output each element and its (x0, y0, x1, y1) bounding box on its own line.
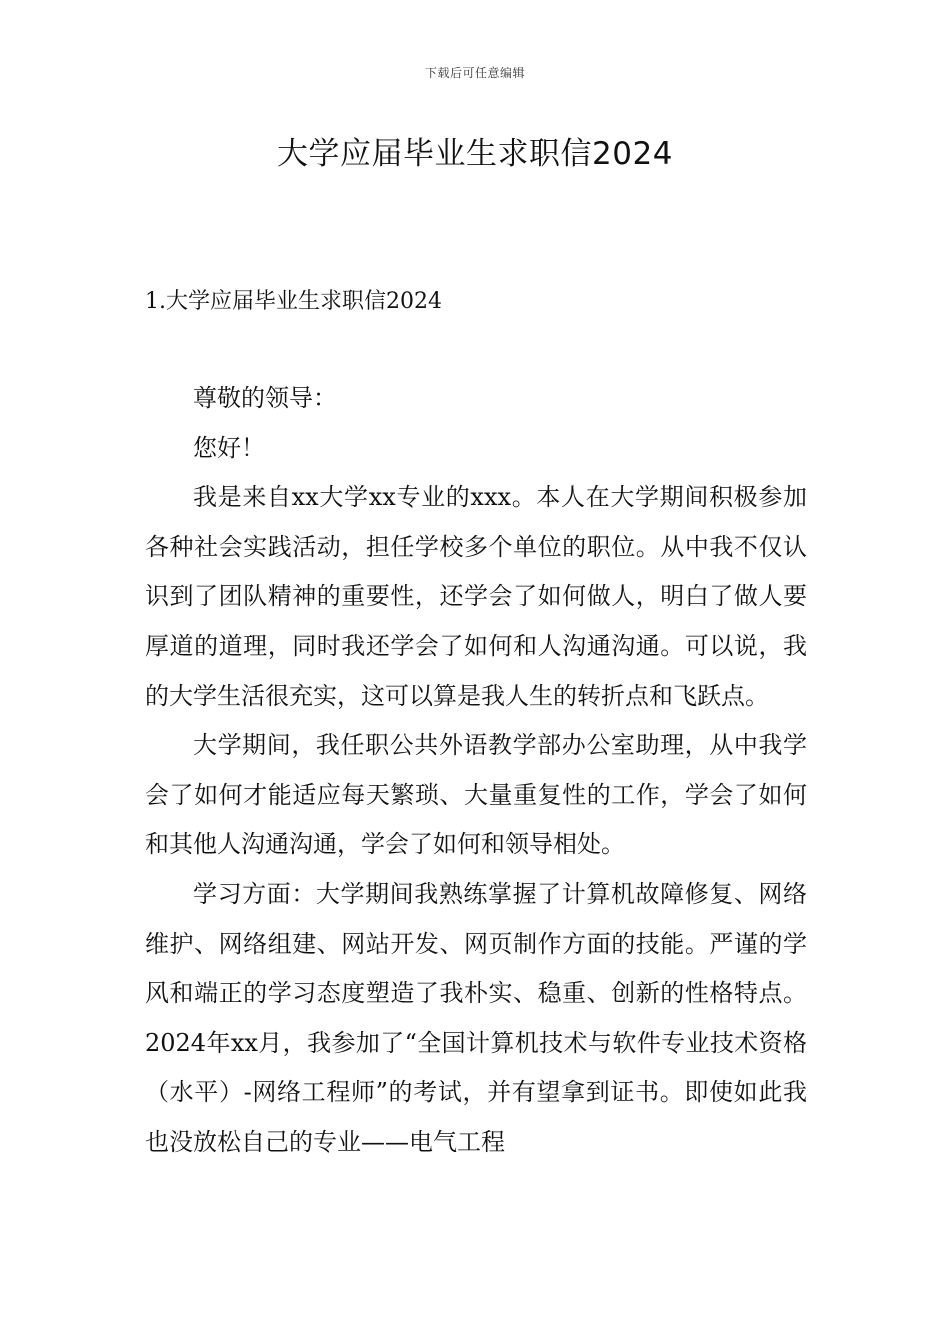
salutation: 尊敬的领导： (193, 384, 337, 412)
document-title: 大学应届毕业生求职信2024 (277, 136, 673, 172)
section-heading: 1.大学应届毕业生求职信2024 (145, 289, 442, 314)
header-note: 下载后可任意编辑 (424, 66, 525, 80)
greeting: 您好！ (193, 433, 265, 462)
paragraph-work-experience: 大学期间，我任职公共外语教学部办公室助理，从中我学会了如何才能适应每天繁琐、大量重复性的工作，学会了如何和其他人沟通沟通，学会了如何和领导相处。 (145, 731, 807, 859)
letter-body (145, 374, 807, 1168)
paragraph-introduction: 我是来自xx大学xx专业的xxx。本人在大学期间积极参加各种社会实践活动，担任学校多个单位的职位。从中我不仅认识到了团队精神的重要性，还学会了如何做人，明白了做人要厚道的道理，同时我还学会了如何和人沟通沟通。可以说，我的大学生活很充实，这可以算是我人生的转折点和飞跃点。 (145, 483, 807, 710)
paragraph-study: 学习方面：大学期间我熟练掌握了计算机故障修复、网络维护、网络组建、网站开发、网页制作方面的技能。严谨的学风和端正的学习态度塑造了我朴实、稳重、创新的性格特点。2024年xx月，我参加了“全国计算机技术与软件专业技术资格（水平）-网络工程师”的考试，并有望拿到证书。即使如此我也没放松自己的专业——电气工程 (145, 879, 807, 1156)
